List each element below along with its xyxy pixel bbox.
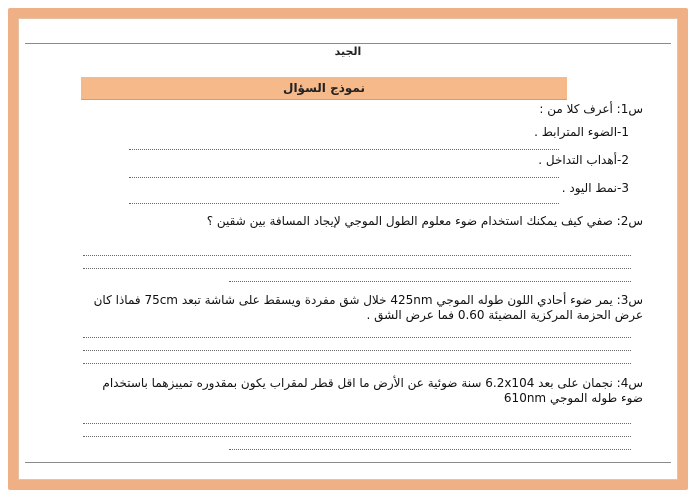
worksheet-sheet [18,18,678,480]
answer-line [83,255,631,256]
q2-text: س2: صفي كيف يمكنك استخدام ضوء معلوم الطول الموجي لإيجاد المسافة بين شقين ؟ [206,214,643,228]
q1-item-3: 3-نمط اليود . [561,181,629,195]
bottom-rule [25,462,671,463]
model-title-band: نموذج السؤال [81,77,567,100]
answer-line [83,363,631,364]
answer-line [83,350,631,351]
answer-line [83,423,631,424]
q3-text: س3: يمر ضوء أحادي اللون طوله الموجي 425nm خلال شق مفردة ويسقط على شاشة تبعد 75cm فماذا كان عرض الحزمة المركزية المضيئة 0.60 فما عرض الشق . [93,293,643,322]
answer-line [129,177,559,178]
answer-line [129,203,559,204]
header-title: الجيد [334,45,362,58]
answer-line [229,449,631,450]
answer-line [83,268,631,269]
answer-line [83,436,631,437]
q4-text: س4: نجمان على بعد 6.2x104 سنة ضوئية عن الأرض ما اقل قطر لمقراب يكون بمقدوره تمييزهما باستخدام ضوء طوله الموجي 610nm [102,376,643,405]
q1-prompt: س1: أعرف كلا من : [539,102,643,116]
top-rule [25,43,671,44]
q1-item-2: 2-أهداب التداخل . [538,153,629,167]
answer-line [229,281,631,282]
q1-item-1: 1-الضوء المترابط . [534,125,629,139]
answer-line [129,149,559,150]
answer-line [83,337,631,338]
